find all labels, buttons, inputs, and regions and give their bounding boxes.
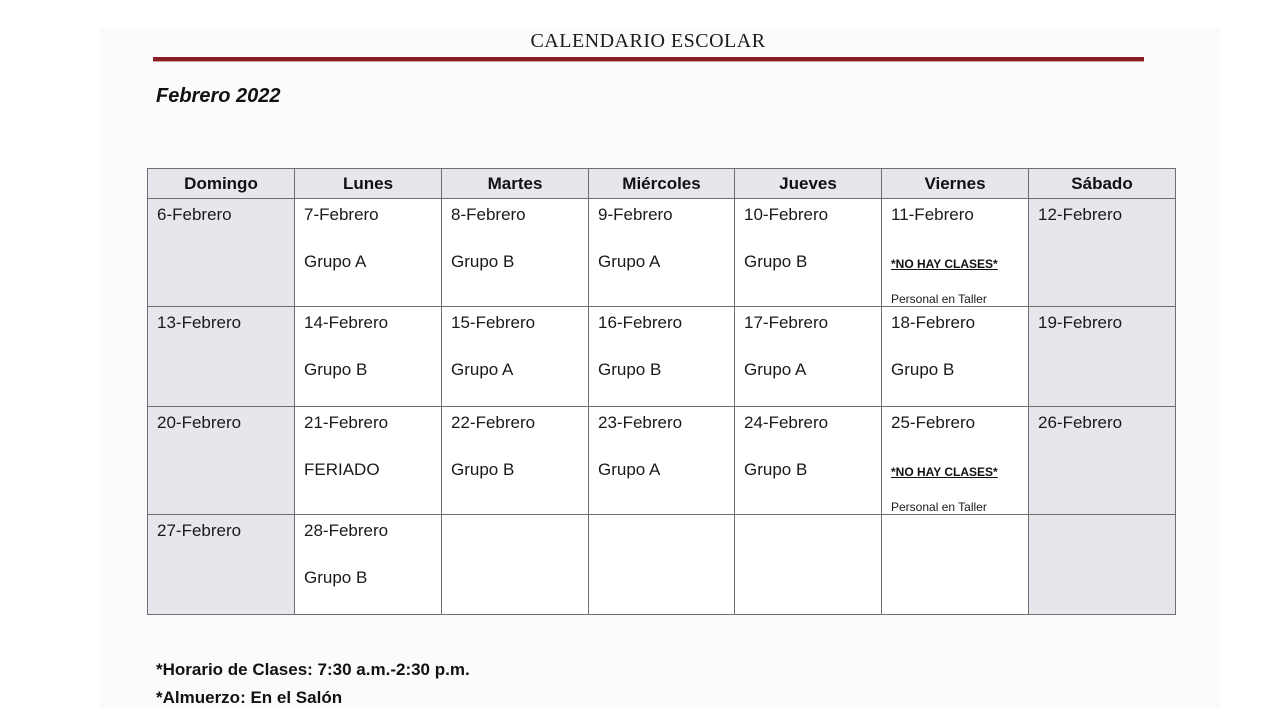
day-header-lunes: Lunes <box>295 169 442 199</box>
day-date: 9-Febrero <box>598 205 673 224</box>
calendar-day-cell <box>1029 199 1176 307</box>
day-group: Grupo A <box>744 360 807 379</box>
day-header-sabado: Sábado <box>1029 169 1176 199</box>
day-group: FERIADO <box>304 460 380 479</box>
day-date: 19-Febrero <box>1038 313 1123 332</box>
title-underline <box>153 57 1144 61</box>
calendar-week-row <box>148 307 1176 407</box>
calendar-day-cell <box>148 307 295 407</box>
day-date: 22-Febrero <box>451 413 536 432</box>
day-date: 13-Febrero <box>157 313 242 332</box>
calendar-day-cell <box>295 307 442 407</box>
calendar-week-row <box>148 515 1176 615</box>
day-group: Grupo B <box>744 252 808 271</box>
day-group: Grupo B <box>451 252 515 271</box>
day-date: 17-Febrero <box>744 313 829 332</box>
calendar-day-cell <box>442 199 589 307</box>
day-date: 14-Febrero <box>304 313 389 332</box>
day-group: Grupo A <box>598 252 661 271</box>
day-date: 16-Febrero <box>598 313 683 332</box>
lunch-note: *Almuerzo: En el Salón <box>156 688 343 707</box>
calendar-day-cell <box>295 199 442 307</box>
calendar-day-cell <box>148 407 295 515</box>
staff-workshop-note: Personal en Taller <box>891 292 987 306</box>
calendar-table <box>147 168 1176 615</box>
day-group: Grupo A <box>451 360 514 379</box>
day-date: 21-Febrero <box>304 413 389 432</box>
staff-workshop-note: Personal en Taller <box>891 500 987 514</box>
day-group: Grupo A <box>598 460 661 479</box>
day-date: 27-Febrero <box>157 521 242 540</box>
day-group: Grupo A <box>304 252 367 271</box>
calendar-week-row <box>148 199 1176 307</box>
day-date: 24-Febrero <box>744 413 829 432</box>
calendar-day-cell <box>295 515 442 615</box>
calendar-day-cell <box>735 307 882 407</box>
day-date: 28-Febrero <box>304 521 389 540</box>
calendar-day-cell <box>589 199 735 307</box>
no-classes-notice: *NO HAY CLASES* <box>891 465 998 479</box>
calendar-day-cell <box>589 407 735 515</box>
calendar-empty-cell <box>442 515 589 615</box>
calendar-day-cell <box>148 515 295 615</box>
class-schedule-note: *Horario de Clases: 7:30 a.m.-2:30 p.m. <box>156 660 470 679</box>
day-group: Grupo B <box>891 360 955 379</box>
day-date: 20-Febrero <box>157 413 242 432</box>
day-date: 23-Febrero <box>598 413 683 432</box>
calendar-header-row <box>148 169 1176 199</box>
calendar-empty-cell <box>1029 515 1176 615</box>
footnotes <box>156 656 470 712</box>
day-date: 25-Febrero <box>891 413 976 432</box>
day-date: 7-Febrero <box>304 205 379 224</box>
calendar-day-cell <box>148 199 295 307</box>
calendar-empty-cell <box>735 515 882 615</box>
day-header-domingo: Domingo <box>148 169 295 199</box>
day-header-viernes: Viernes <box>882 169 1029 199</box>
day-group: Grupo B <box>304 568 368 587</box>
day-group: Grupo B <box>598 360 662 379</box>
calendar-day-cell <box>735 407 882 515</box>
calendar-day-cell <box>735 199 882 307</box>
calendar-empty-cell <box>589 515 735 615</box>
day-header-miercoles: Miércoles <box>589 169 735 199</box>
month-heading: Febrero 2022 <box>156 85 281 107</box>
calendar-day-cell <box>882 199 1029 307</box>
calendar-day-cell <box>442 307 589 407</box>
day-date: 10-Febrero <box>744 205 829 224</box>
no-classes-notice: *NO HAY CLASES* <box>891 257 998 271</box>
day-group: Grupo B <box>304 360 368 379</box>
day-group: Grupo B <box>744 460 808 479</box>
document-title: CALENDARIO ESCOLAR <box>530 30 766 52</box>
calendar-day-cell <box>1029 307 1176 407</box>
day-date: 18-Febrero <box>891 313 976 332</box>
day-header-martes: Martes <box>442 169 589 199</box>
day-date: 15-Febrero <box>451 313 536 332</box>
day-date: 6-Febrero <box>157 205 232 224</box>
calendar-day-cell <box>1029 407 1176 515</box>
day-group: Grupo B <box>451 460 515 479</box>
calendar-day-cell <box>882 407 1029 515</box>
day-date: 11-Febrero <box>891 205 974 224</box>
day-date: 26-Febrero <box>1038 413 1123 432</box>
calendar-empty-cell <box>882 515 1029 615</box>
calendar-day-cell <box>442 407 589 515</box>
calendar-day-cell <box>589 307 735 407</box>
calendar-week-row <box>148 407 1176 515</box>
day-date: 8-Febrero <box>451 205 526 224</box>
day-date: 12-Febrero <box>1038 205 1123 224</box>
day-header-jueves: Jueves <box>735 169 882 199</box>
calendar-day-cell <box>295 407 442 515</box>
calendar-day-cell <box>882 307 1029 407</box>
